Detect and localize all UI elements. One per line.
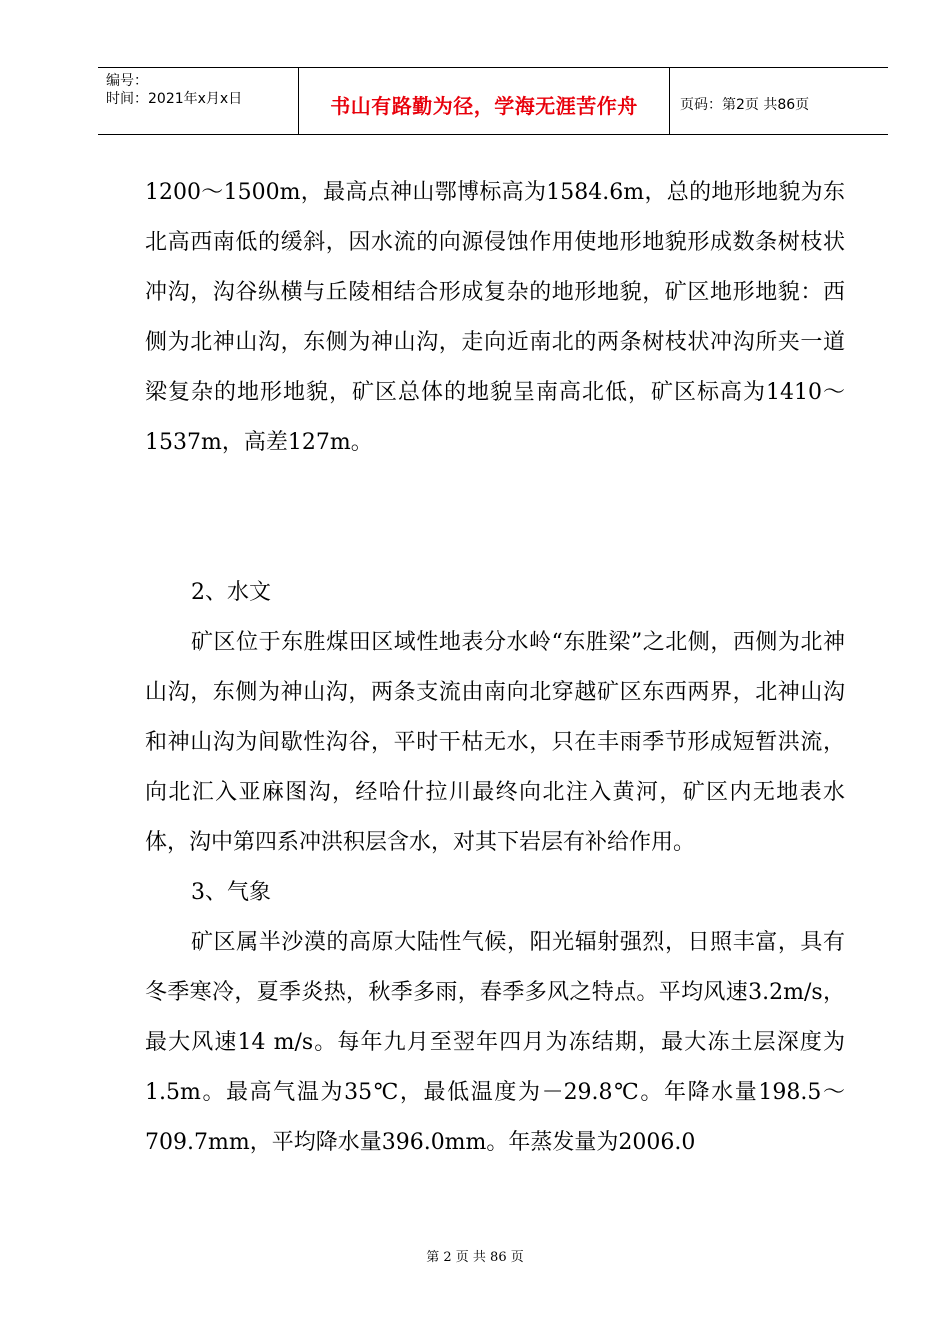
paragraph-hydrology: 矿区位于东胜煤田区域性地表分水岭“东胜梁”之北侧，西侧为北神山沟，东侧为神山沟，两条支流由南向北穿越矿区东西两界，北神山沟和神山沟为间歇性沟谷，平时干枯无水，只在丰雨季节形成短暂洪流，向北汇入亚麻图沟，经哈什拉川最终向北注入黄河，矿区内无地表水体，沟中第四系冲洪积层含水，对其下岩层有补给作用。 [145,630,845,855]
section-heading-climate: 3、气象 [191,880,271,905]
paragraph-climate: 矿区属半沙漠的高原大陆性气候，阳光辐射强烈，日照丰富，具有冬季寒冷，夏季炎热，秋季多雨，春季多风之特点。平均风速3.2m/s，最大风速14 m/s。每年九月至翌年四月为冻结期，最大冻土层深度为1.5m。最高气温为35℃，最低温度为－29.8℃。年降水量198.5～709.7mm，平均降水量396.0mm。年蒸发量为2006.0 [145,930,845,1155]
document-body [145,168,845,1168]
blank-spacer [145,468,845,568]
header-motto: 书山有路勤为径，学海无涯苦作舟 [330,94,638,118]
page-footer: 第 2 页 共 86 页 [426,1250,524,1265]
header-page-info: 页码：第2页 共86页 [680,97,810,113]
header-meta [98,68,298,134]
header-page-cell [670,68,888,134]
section-heading-hydrology: 2、水文 [191,580,271,605]
paragraph-terrain: 1200～1500m，最高点神山鄂博标高为1584.6m，总的地形地貌为东北高西南低的缓斜，因水流的向源侵蚀作用使地形地貌形成数条树枝状冲沟，沟谷纵横与丘陵相结合形成复杂的地形地貌，矿区地形地貌：西侧为北神山沟，东侧为神山沟，走向近南北的两条树枝状冲沟所夹一道梁复杂的地形地貌，矿区总体的地貌呈南高北低，矿区标高为1410～1537m，高差127m。 [145,180,845,455]
document-time-label: 时间：2021年x月x日 [106,91,243,107]
page-header [98,67,888,135]
header-motto-cell [298,68,670,134]
document-number-label: 编号： [106,73,148,89]
